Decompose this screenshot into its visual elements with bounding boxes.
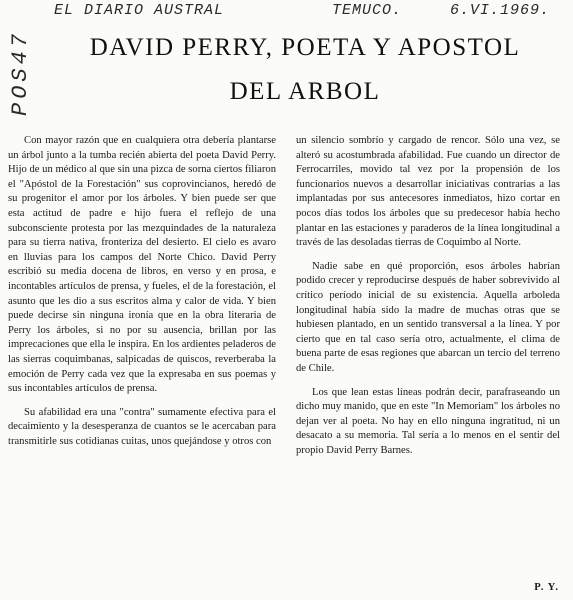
article-paragraph: Con mayor razón que en cualquiera otra debería plantarse un árbol junto a la tumba recién abierta del poeta David Perry. Hijo de un médico al que sin una pizca de sorna ciertos filiaron el "Apóstol de la Forestación" sus coprovincianos, heredó de su progenitor el amor por los árboles. Y bien puede ser que esta actitud de padre e hijo fuera el reflejo de una subconsciente protesta por las mezquindades de la naturaleza para su tierra nativa, fronteriza del desierto. El cielo es avaro en lluvias para los campos del Norte Chico. David Perry escribió su media docena de libros, en verso y en prosa, e incontables artículos de prensa, y fueles, el de la forestación, el asunto que les dio a sus escritos alma y calor de vida. Y bien puede decirse sin ninguna ironía que en la obra literaria de Perry los árboles, si no por su ausencia, brillan por las imprecaciones que ella le inspira. En los ardientes peladeros de las sierras coquimbanas, salpicadas de quiscos, reverberaba la emoción de Perry cada vez que la expresaba en sus poemas y sus incontables artículos de prensa. bbox=[8, 135, 276, 395]
archive-code-text: POS47 bbox=[8, 29, 33, 116]
author-signature: P. Y. bbox=[534, 582, 559, 593]
article-column-right bbox=[296, 134, 560, 467]
article-paragraph: Los que lean estas líneas podrán decir, parafraseando un dicho muy manido, que en este "In Memoriam" los árboles no dejan ver al poeta. No hay en ello ninguna ingratitud, ni un desacato a su memoria. Tal sería a lo menos en el sentir del propio David Perry Barnes. bbox=[296, 386, 560, 456]
article-paragraph: Su afabilidad era una "contra" sumamente efectiva para el decaimiento y la desesperanza de cuantos se le acercaban para transmitirle sus cotidianas cuitas, unos quejándose y otros con bbox=[8, 406, 276, 447]
headline-line-1: DAVID PERRY, POETA Y APOSTOL bbox=[89, 34, 521, 61]
archive-code-stamp bbox=[2, 2, 36, 118]
headline-line-2: DEL ARBOL bbox=[229, 78, 381, 105]
article-column-left bbox=[8, 134, 276, 458]
newspaper-city: TEMUCO. bbox=[332, 2, 403, 19]
newspaper-name: EL DIARIO AUSTRAL bbox=[54, 2, 225, 19]
article-paragraph: un silencio sombrío y cargado de rencor. Sólo una vez, se alteró su acostumbrada afabilidad. Fue cuando un director de Ferrocarriles, movido tal vez por la propensión de los funcionarios nuevos a desarrollar iniciativas contrarias a las implantadas por sus antecesores inmediatos, hizo cortar en pocos días todos los árboles que su predecesor había hecho plantar en las estaciones y paraderos de la línea longitudinal a través de las desoladas tierras de Coquimbo al Norte. bbox=[296, 135, 560, 249]
publication-date: 6.VI.1969. bbox=[450, 2, 551, 19]
archive-code-graphic bbox=[2, 2, 36, 118]
article-paragraph: Nadie sabe en qué proporción, esos árboles habrían podido crecer y reproducirse después de haber sobrevivido al crítico período inicial de su existencia. Aquella arboleda longitudinal había sido la madre de muchas otras que se hubiesen plantado, en un sentido transversal a la línea. Y por cierto que en tal caso sería otro, actualmente, el clima de buena parte de esas regiones que abarcan un tercio del terreno de Chile. bbox=[296, 260, 560, 374]
clipping-masthead bbox=[50, 0, 570, 26]
